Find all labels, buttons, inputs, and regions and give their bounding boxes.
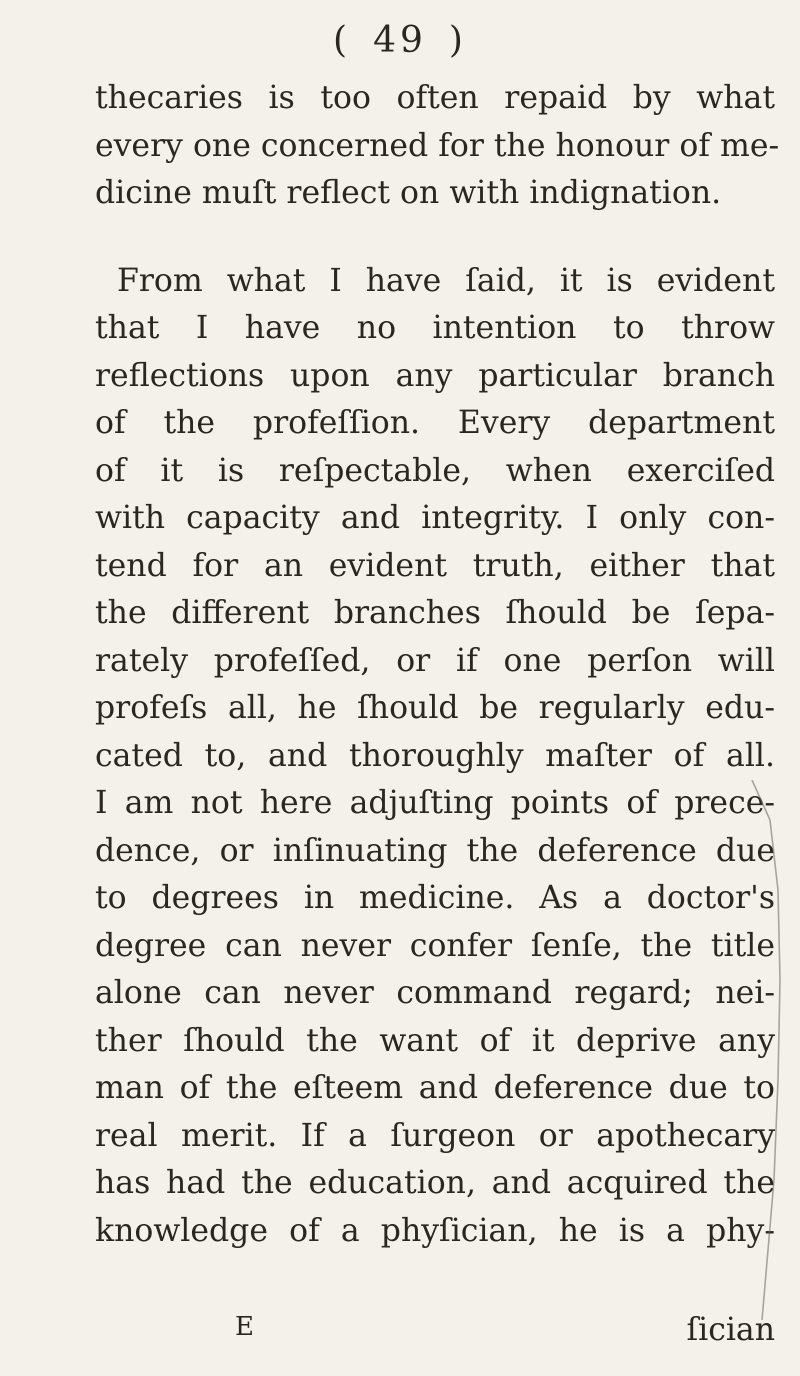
text-line: of the profeſſion. Every department bbox=[95, 405, 775, 441]
text-line: real merit. If a ſurgeon or apothecary bbox=[95, 1117, 775, 1154]
text-line: profeſs all, he ſhould be regularly edu- bbox=[95, 690, 775, 726]
text-line: with capacity and integrity. I only con- bbox=[95, 500, 775, 536]
text-line: the different branches ſhould be ſepa- bbox=[95, 595, 775, 631]
text-line: dence, or inſinuating the deference due bbox=[95, 832, 775, 869]
header-open-paren: ( bbox=[333, 20, 352, 61]
text-line: degree can never confer ſenſe, the title bbox=[95, 927, 775, 964]
text-line: has had the education, and acquired the bbox=[95, 1165, 775, 1201]
text-line: alone can never command regard; nei- bbox=[95, 975, 775, 1011]
paragraph-gap bbox=[95, 218, 775, 258]
text-line: knowledge of a phyſician, he is a phy- bbox=[95, 1212, 775, 1249]
text-line: ther ſhould the want of it deprive any bbox=[95, 1022, 775, 1059]
text-line: man of the eſteem and deference due to bbox=[95, 1070, 775, 1106]
text-line: I am not here adjuſting points of prece- bbox=[95, 785, 775, 821]
text-line: rately profeſſed, or if one perſon will bbox=[95, 642, 775, 679]
margin-bleed-mark bbox=[748, 780, 788, 1340]
text-line: that I have no intention to throw bbox=[95, 310, 775, 346]
page-number: 49 bbox=[373, 20, 427, 61]
page-footer bbox=[95, 1312, 775, 1352]
header-close-paren: ) bbox=[448, 20, 467, 61]
signature-mark: E bbox=[235, 1312, 254, 1342]
text-line: to degrees in medicine. As a doctor's bbox=[95, 880, 775, 916]
body-text bbox=[95, 75, 780, 1255]
text-line: cated to, and thoroughly maſter of all. bbox=[95, 737, 775, 774]
text-line: From what I have ſaid, it is evident bbox=[117, 262, 775, 299]
text-line: thecaries is too often repaid by what bbox=[95, 80, 775, 116]
page-header bbox=[0, 20, 800, 61]
text-line: every one concerned for the honour of me- bbox=[95, 127, 780, 164]
text-line: of it is reſpectable, when exerciſed bbox=[95, 452, 775, 489]
text-line: tend for an evident truth, either that bbox=[95, 547, 775, 584]
text-line: reflections upon any particular branch bbox=[95, 357, 775, 394]
catchword: ſician bbox=[686, 1312, 775, 1348]
text-line: dicine muſt reflect on with indignation. bbox=[95, 175, 722, 211]
